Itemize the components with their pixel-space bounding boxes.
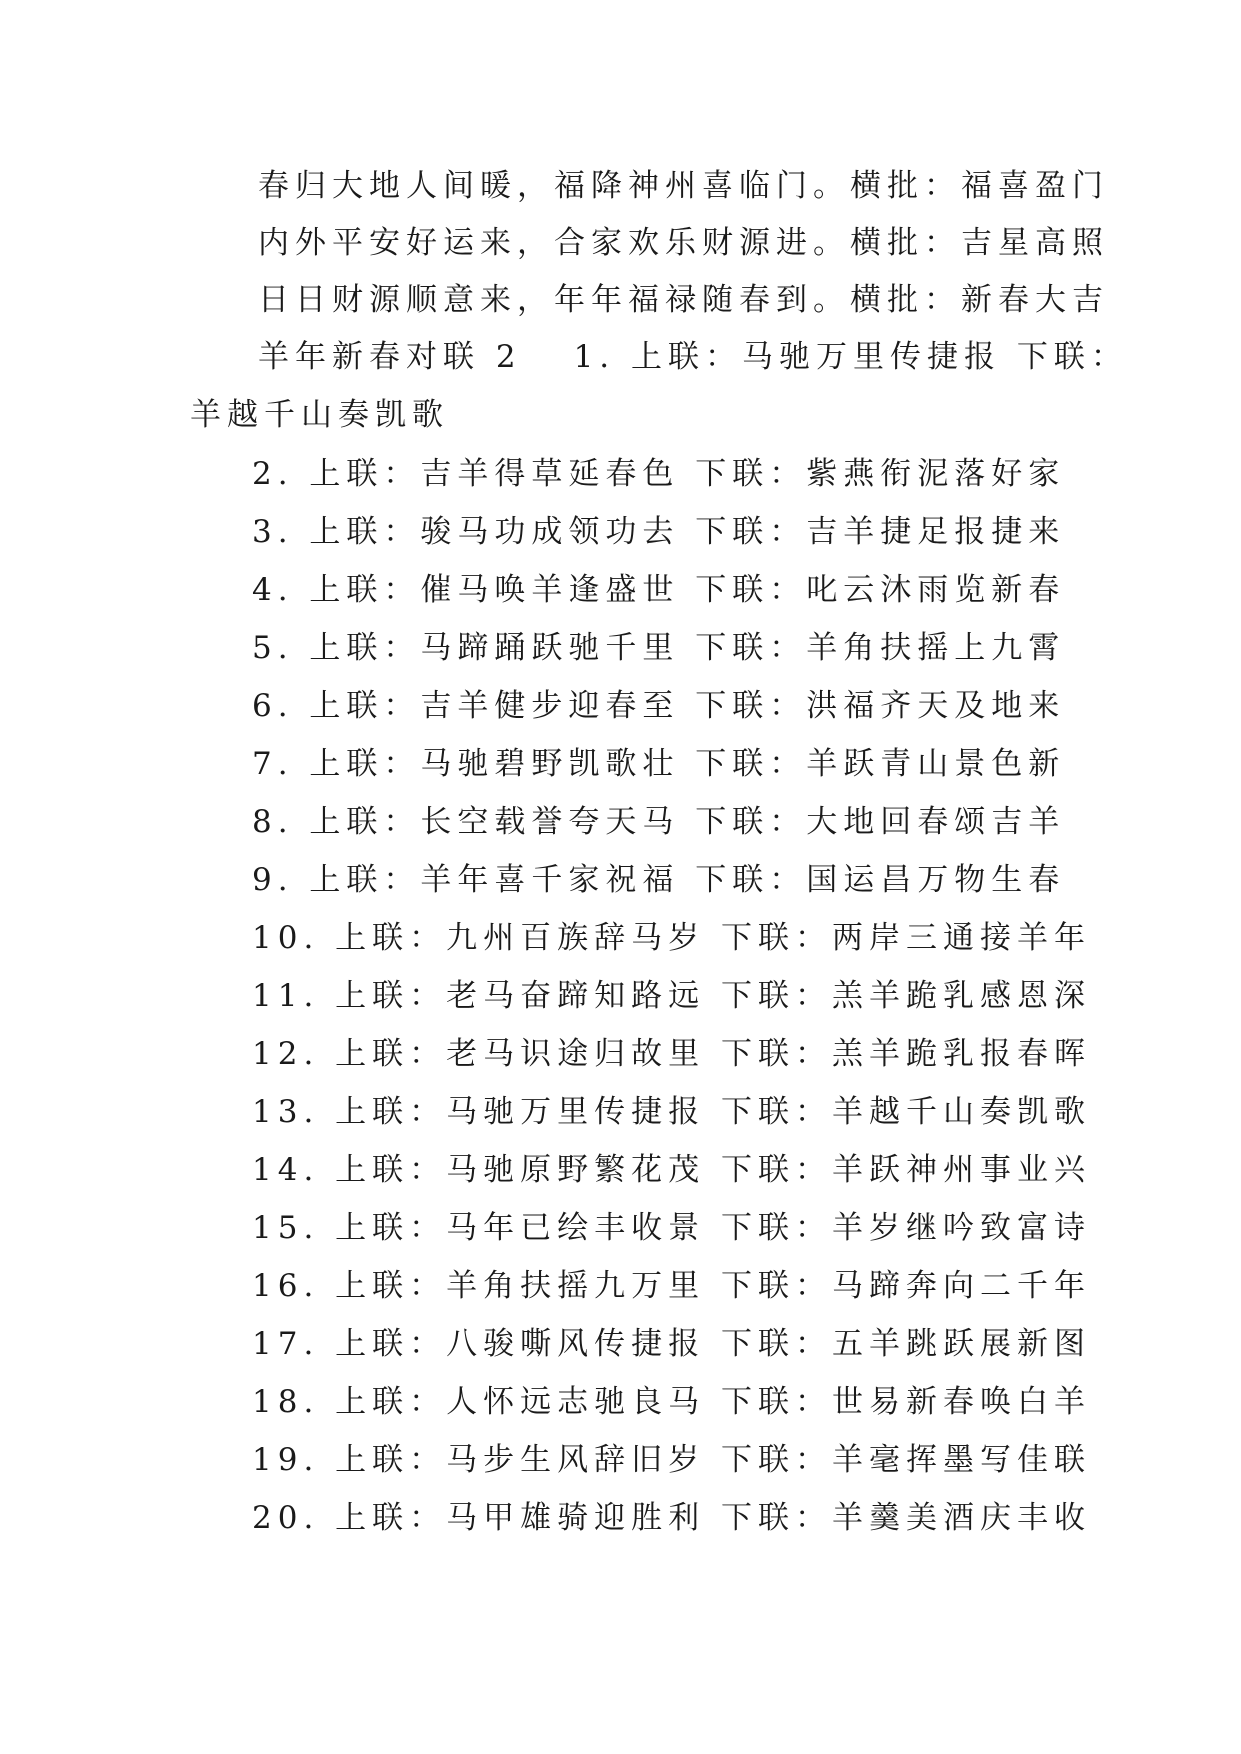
couplet-item: 4. 上联：催马唤羊逢盛世 下联：叱云沐雨览新春 — [252, 572, 1066, 608]
couplet-item: 15. 上联：马年已绘丰收景 下联：羊岁继吟致富诗 — [252, 1210, 1092, 1246]
couplet-item: 8. 上联：长空载誉夸天马 下联：大地回春颂吉羊 — [252, 804, 1066, 840]
first-item-part1: 1. 上联：马驰万里传捷报 下联： — [573, 339, 1128, 375]
couplet-item: 11. 上联：老马奋蹄知路远 下联：羔羊跪乳感恩深 — [252, 978, 1092, 1014]
couplet-item: 19. 上联：马步生风辞旧岁 下联：羊毫挥墨写佳联 — [252, 1442, 1092, 1478]
first-item-continuation: 羊越千山奏凯歌 — [190, 397, 449, 433]
couplet-item: 5. 上联：马蹄踊跃驰千里 下联：羊角扶摇上九霄 — [252, 630, 1066, 666]
couplet-item: 12. 上联：老马识途归故里 下联：羔羊跪乳报春晖 — [252, 1036, 1092, 1072]
couplet-item: 2. 上联：吉羊得草延春色 下联：紫燕衔泥落好家 — [252, 456, 1066, 492]
couplet-item: 7. 上联：马驰碧野凯歌壮 下联：羊跃青山景色新 — [252, 746, 1066, 782]
couplet-item: 18. 上联：人怀远志驰良马 下联：世易新春唤白羊 — [252, 1384, 1092, 1420]
section-heading-line — [258, 337, 1128, 377]
section-heading: 羊年新春对联 2 — [258, 339, 522, 375]
couplet-item: 13. 上联：马驰万里传捷报 下联：羊越千山奏凯歌 — [252, 1094, 1092, 1130]
couplet-item: 20. 上联：马甲雄骑迎胜利 下联：羊羹美酒庆丰收 — [252, 1500, 1092, 1536]
paragraph-3: 日日财源顺意来，年年福禄随春到。横批：新春大吉 — [258, 282, 1109, 318]
couplet-item: 16. 上联：羊角扶摇九万里 下联：马蹄奔向二千年 — [252, 1268, 1092, 1304]
couplet-item: 6. 上联：吉羊健步迎春至 下联：洪福齐天及地来 — [252, 688, 1066, 724]
couplet-item: 10. 上联：九州百族辞马岁 下联：两岸三通接羊年 — [252, 920, 1092, 956]
couplet-item: 14. 上联：马驰原野繁花茂 下联：羊跃神州事业兴 — [252, 1152, 1092, 1188]
paragraph-2: 内外平安好运来，合家欢乐财源进。横批：吉星高照 — [258, 225, 1109, 261]
couplet-item: 3. 上联：骏马功成领功去 下联：吉羊捷足报捷来 — [252, 514, 1066, 550]
paragraph-1: 春归大地人间暖，福降神州喜临门。横批：福喜盈门 — [258, 168, 1109, 204]
couplet-item: 17. 上联：八骏嘶风传捷报 下联：五羊跳跃展新图 — [252, 1326, 1092, 1362]
couplet-item: 9. 上联：羊年喜千家祝福 下联：国运昌万物生春 — [252, 862, 1066, 898]
